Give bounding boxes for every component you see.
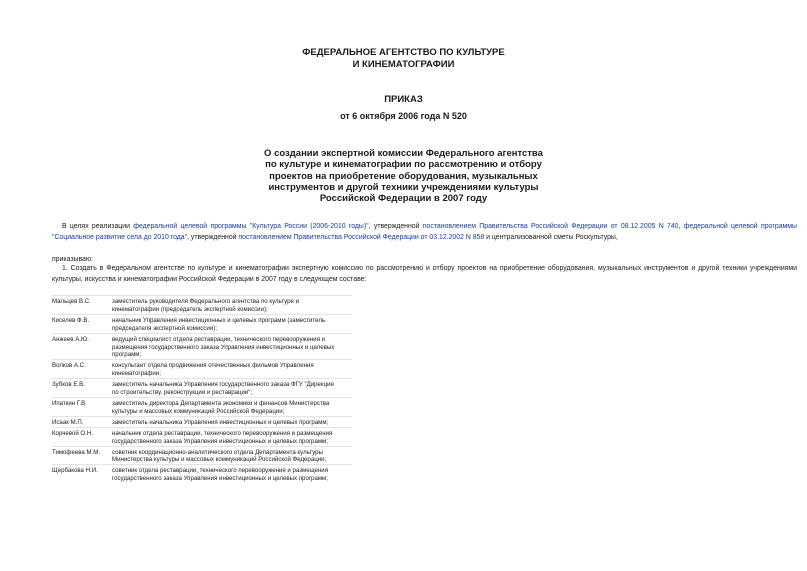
member-row [52, 397, 352, 416]
preamble-paragraph [52, 222, 797, 243]
agency-line-2: И КИНЕМАТОГРАФИИ [352, 59, 455, 70]
doc-type: ПРИКАЗ [384, 94, 423, 105]
member-row [52, 359, 352, 378]
member-role: заместитель начальника Управления инвестиционных и целевых программ; [112, 418, 329, 426]
agency-name [0, 47, 807, 71]
member-name: Мальцев В.С. [52, 298, 91, 305]
member-name: Анжеев А.Ю. [52, 335, 89, 343]
member-name: Тимофеева М.М. [52, 448, 101, 456]
member-row [52, 378, 352, 397]
member-role: заместитель начальника Управления государственного заказа ФГУ "Дирекция по строительству, реконструкции и реставрации"; [112, 381, 334, 397]
commission-members-table [52, 295, 352, 483]
subject-line: Российской Федерации в 2007 году [319, 193, 488, 205]
member-name: Исаак М.П. [52, 418, 84, 426]
member-role: заместитель руководителя Федерального агентства по культуре и кинематографии (председатель экспертной комиссии); [112, 298, 299, 313]
link-program-culture[interactable]: федеральной целевой программы "Культура России (2006-2010 годы)" [133, 223, 369, 230]
agency-line-1: ФЕДЕРАЛЬНОЕ АГЕНТСТВО ПО КУЛЬТУРЕ [302, 47, 505, 58]
preamble-text: , [678, 223, 684, 230]
member-role: консультант отдела продвижения отечественных фильмов Управления кинематографии; [112, 362, 314, 378]
member-role: ведущий специалист отдела реставрации, технического перевооружения и размещения государственного заказа Управления инвестиционных и целевых программ; [112, 335, 335, 359]
link-program-village[interactable]: федеральной целевой программы "Социальное развитие села до 2010 года" [52, 223, 797, 241]
subject-line: инструментов и другой техники учреждениями культуры [268, 181, 539, 193]
member-role: заместитель директора Департамента экономики и финансов Министерства культуры и массовых коммуникаций Российской Федерации; [112, 399, 330, 415]
member-name: Зубков Е.В. [52, 381, 85, 389]
subject-line: О создании экспертной комиссии Федерального агентства [264, 148, 543, 159]
member-row [52, 427, 352, 446]
member-row [52, 446, 352, 465]
preamble-text: , утвержденной [187, 233, 239, 241]
member-role: начальник Управления инвестиционных и целевых программ (заместитель председателя экспертной комиссии); [112, 316, 326, 332]
order-date-number: от 6 октября 2006 года N 520 [340, 111, 467, 121]
preamble-text: и централизованной сметы Роскультуры, [484, 233, 618, 241]
member-name: Ипаткин Г.В. [52, 399, 87, 407]
subject-line: по культуре и кинематографии по рассмотрению и отбору [265, 159, 542, 171]
preamble-text: , утвержденной [368, 223, 423, 230]
member-role: советник отдела реставрации, технического перевооружения и размещения государственного заказа Управления инвестиционных и целевых программ; [112, 467, 328, 483]
subject-line: проектов на приобретение оборудования, музыкальных [269, 170, 538, 182]
member-name: Волков А.С. [52, 362, 86, 370]
clause-1: 1. Создать в Федеральном агентстве по культуре и кинематографии экспертную комиссию по рассмотрению и отбору проектов на приобретение оборудования, музыкальных инструментов и другой техники учреждениями культуры, искусства и кинематографии Российской Федерации в 2007 году в следующем составе: [52, 265, 797, 283]
member-row [52, 464, 352, 483]
member-row [52, 295, 352, 314]
member-name: Киселев Ф.В. [52, 316, 90, 324]
order-word: приказываю: [52, 256, 93, 263]
link-decree-740[interactable]: постановлением Правительства Российской Федерации от 08.12.2005 N 740 [422, 223, 679, 230]
member-row [52, 314, 352, 333]
member-row [52, 333, 352, 360]
link-decree-858[interactable]: постановлением Правительства Российской Федерации от 03.12.2002 N 858 [238, 233, 485, 241]
member-role: начальник отдела реставрации, технического перевооружения и размещения государственного заказа Управления инвестиционных и целевых программ; [112, 429, 333, 445]
member-role: советник координационно-аналитического отдела Департамента культуры Министерства культуры и массовых коммуникаций Российской Федерации; [112, 448, 327, 464]
member-row [52, 416, 352, 427]
member-name: Корчевой О.Н. [52, 429, 93, 437]
member-name: Щербакова Н.И. [52, 467, 98, 475]
order-subject [0, 148, 807, 204]
preamble-text: В целях реализации [62, 223, 134, 230]
